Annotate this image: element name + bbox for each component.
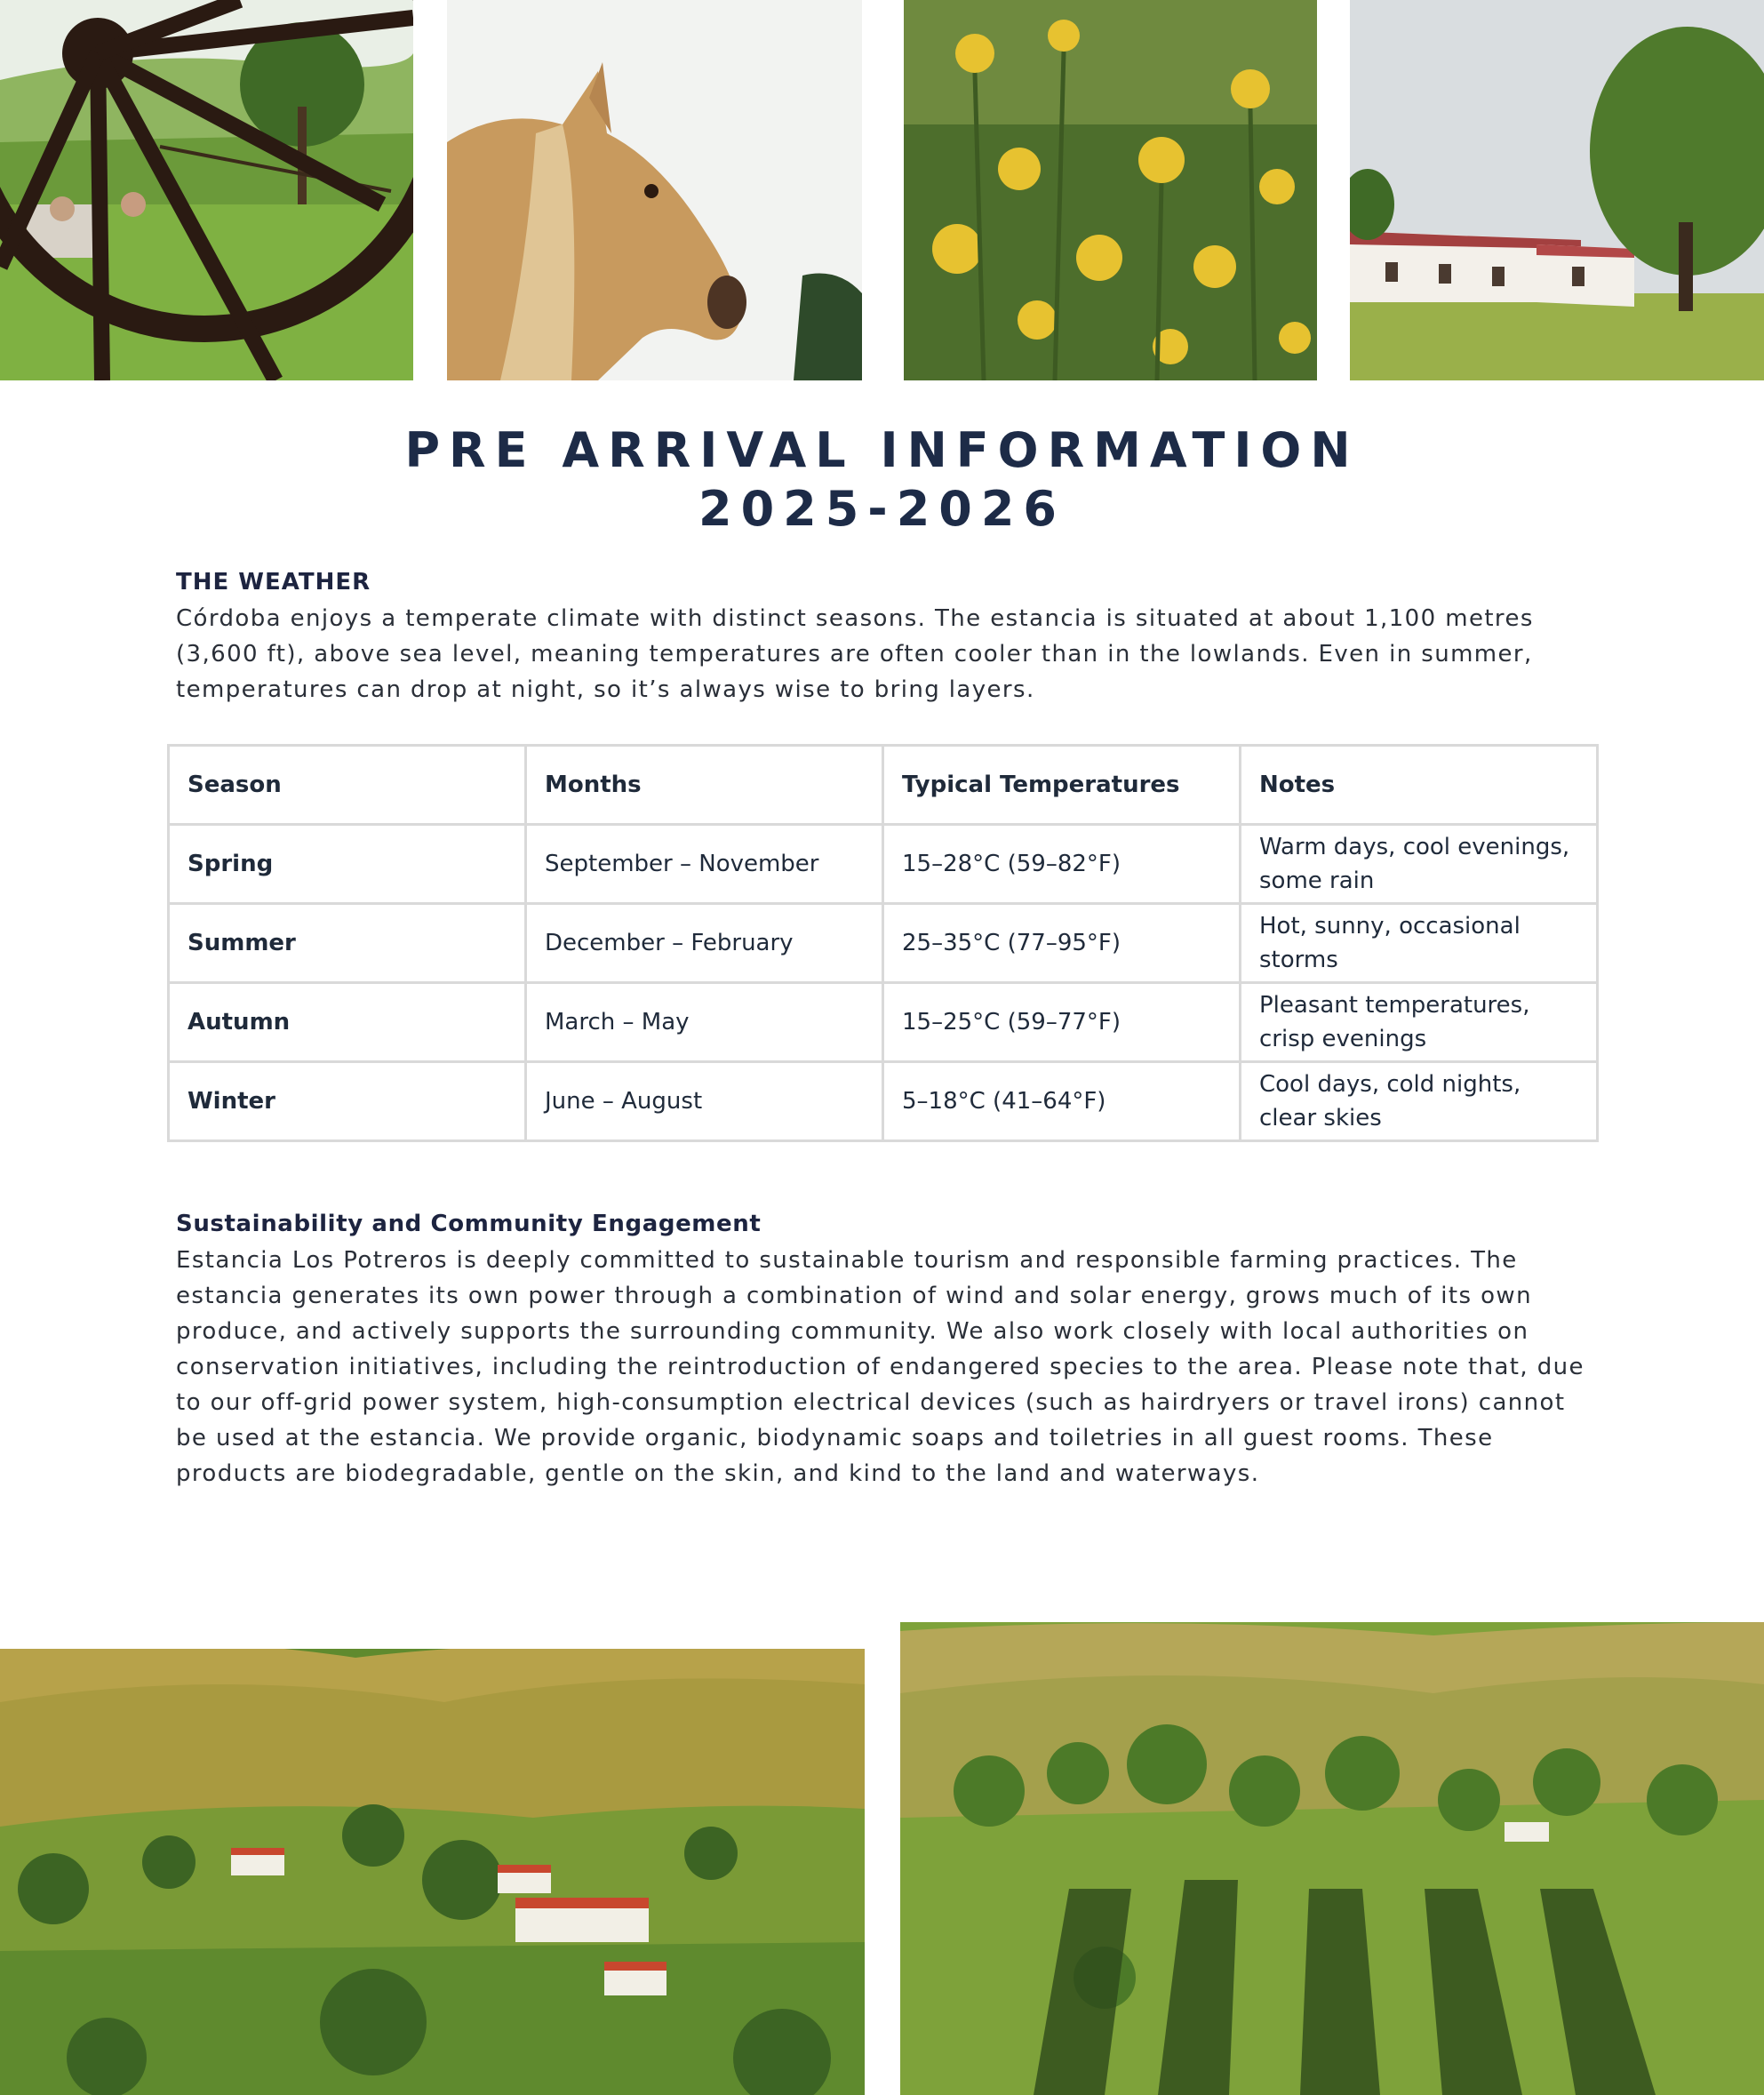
page-title-year: 2025-2026 (698, 481, 1066, 537)
photo-palomino-horse (447, 0, 862, 380)
cell-season: Spring (169, 825, 526, 904)
table-row (169, 904, 1598, 983)
cell-temperatures: 15–25°C (59–77°F) (883, 983, 1241, 1062)
page-title-line1: PRE ARRIVAL INFORMATION (404, 422, 1360, 478)
cell-notes: Cool days, cold nights, clear skies (1241, 1062, 1598, 1141)
column-header-notes: Notes (1241, 746, 1598, 825)
page-title (0, 421, 1764, 539)
photo-yellow-wildflowers (904, 0, 1317, 380)
column-header-temperatures: Typical Temperatures (883, 746, 1241, 825)
cell-temperatures: 15–28°C (59–82°F) (883, 825, 1241, 904)
sustainability-heading: Sustainability and Community Engagement (176, 1211, 762, 1237)
table-row (169, 1062, 1598, 1141)
table-row (169, 983, 1598, 1062)
cell-months: June – August (526, 1062, 883, 1141)
cell-notes: Pleasant temperatures, crisp evenings (1241, 983, 1598, 1062)
cell-months: December – February (526, 904, 883, 983)
table-row (169, 825, 1598, 904)
cell-season: Summer (169, 904, 526, 983)
weather-paragraph: Córdoba enjoys a temperate climate with distinct seasons. The estancia is situated at about 1,100 metres (3,600 ft), above sea level, meaning temperatures are often cooler than in the lowlands. Even in summer, temperatures can drop at night, so it’s always wise to bring layers. (176, 605, 1534, 703)
table-header-row (169, 746, 1598, 825)
weather-heading: THE WEATHER (176, 569, 371, 596)
photo-wagon-wheel-picnic (0, 0, 413, 380)
cell-season: Autumn (169, 983, 526, 1062)
cell-temperatures: 25–35°C (77–95°F) (883, 904, 1241, 983)
sustainability-paragraph: Estancia Los Potreros is deeply committed to sustainable tourism and responsible farming practices. The estancia generates its own power through a combination of wind and solar energy, grows much of its own produce, and actively supports the surrounding community. We also work closely with local authorities on conservation initiatives, including the reintroduction of endangered species to the area. Please note that, due to our off-grid power system, high-consumption electrical devices (such as hairdryers or travel irons) cannot be used at the estancia. We provide organic, biodynamic soaps and toiletries in all guest rooms. These products are biodegradable, gentle on the skin, and kind to the land and waterways. (176, 1247, 1584, 1487)
cell-season: Winter (169, 1062, 526, 1141)
column-header-season: Season (169, 746, 526, 825)
column-header-months: Months (526, 746, 883, 825)
cell-months: September – November (526, 825, 883, 904)
cell-notes: Hot, sunny, occasional storms (1241, 904, 1598, 983)
cell-months: March – May (526, 983, 883, 1062)
photo-estancia-house (1350, 0, 1764, 380)
weather-table (167, 744, 1599, 1142)
photo-aerial-estancia-hills (0, 1649, 865, 2095)
cell-notes: Warm days, cool evenings, some rain (1241, 825, 1598, 904)
cell-temperatures: 5–18°C (41–64°F) (883, 1062, 1241, 1141)
photo-aerial-trees-shadows (900, 1622, 1764, 2095)
